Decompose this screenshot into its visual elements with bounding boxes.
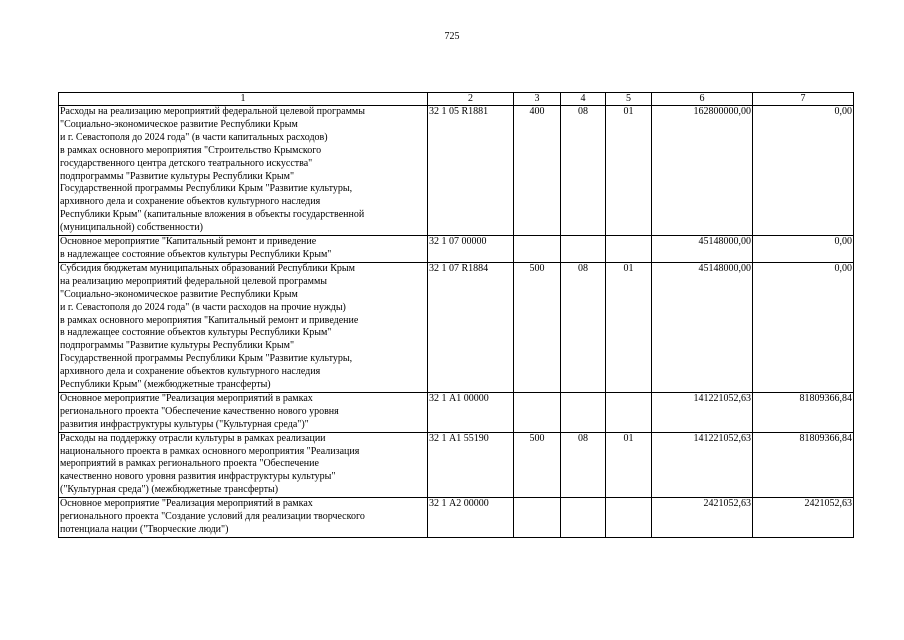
row-amount-col7: 0,00 <box>753 106 854 236</box>
row-description: Основное мероприятие "Капитальный ремонт и приведение в надлежащее состояние объектов культуры Республики Крым" <box>59 236 428 263</box>
table-row <box>59 262 854 392</box>
row-expense-type <box>514 498 561 538</box>
row-section: 08 <box>561 432 606 498</box>
header-row <box>59 93 854 106</box>
header-col-1: 1 <box>59 93 428 106</box>
row-expense-type: 500 <box>514 432 561 498</box>
header-col-4: 4 <box>561 93 606 106</box>
row-target-article-code: 32 1 07 00000 <box>428 236 514 263</box>
table-row <box>59 236 854 263</box>
row-section: 08 <box>561 262 606 392</box>
row-amount-col7: 81809366,84 <box>753 432 854 498</box>
row-target-article-code: 32 1 А1 00000 <box>428 392 514 432</box>
row-subsection <box>606 236 652 263</box>
row-subsection <box>606 392 652 432</box>
row-amount-col7: 81809366,84 <box>753 392 854 432</box>
page-number: 725 <box>444 31 460 42</box>
row-section <box>561 236 606 263</box>
table-row <box>59 392 854 432</box>
row-subsection: 01 <box>606 262 652 392</box>
row-subsection <box>606 498 652 538</box>
row-amount-col6: 141221052,63 <box>652 432 753 498</box>
row-amount-col7: 0,00 <box>753 236 854 263</box>
row-section <box>561 498 606 538</box>
row-expense-type: 500 <box>514 262 561 392</box>
row-amount-col6: 141221052,63 <box>652 392 753 432</box>
budget-table <box>58 92 854 538</box>
row-description: Основное мероприятие "Реализация мероприятий в рамках регионального проекта "Обеспечение качественно нового уровня развития инфраструктуры культуры ("Культурная среда")" <box>59 392 428 432</box>
row-description: Расходы на реализацию мероприятий федеральной целевой программы "Социально-экономическое развитие Республики Крым и г. Севастополя до 2024 года" (в части капитальных расходов) в рамках основного мероприятия "Строительство Крымского государственного центра детского театрального искусства" подпрограммы "Развитие культуры Республики Крым" Государственной программы Республики Крым "Развитие культуры, архивного дела и сохранение объектов культурного наследия Республики Крым" (капитальные вложения в объекты государственной (муниципальной) собственности) <box>59 106 428 236</box>
row-description: Расходы на поддержку отрасли культуры в рамках реализации национального проекта в рамках основного мероприятия "Реализация мероприятий в рамках регионального проекта "Обеспечение качественно нового уровня развития инфраструктуры культуры" ("Культурная среда") (межбюджетные трансферты) <box>59 432 428 498</box>
row-amount-col6: 2421052,63 <box>652 498 753 538</box>
row-description: Основное мероприятие "Реализация мероприятий в рамках регионального проекта "Создание условий для реализации творческого потенциала нации ("Творческие люди") <box>59 498 428 538</box>
row-section: 08 <box>561 106 606 236</box>
header-col-3: 3 <box>514 93 561 106</box>
row-amount-col7: 2421052,63 <box>753 498 854 538</box>
table-row <box>59 498 854 538</box>
row-target-article-code: 32 1 07 R1884 <box>428 262 514 392</box>
row-target-article-code: 32 1 05 R1881 <box>428 106 514 236</box>
row-amount-col7: 0,00 <box>753 262 854 392</box>
row-target-article-code: 32 1 А1 55190 <box>428 432 514 498</box>
row-expense-type <box>514 236 561 263</box>
header-col-6: 6 <box>652 93 753 106</box>
header-col-7: 7 <box>753 93 854 106</box>
header-col-2: 2 <box>428 93 514 106</box>
table-row <box>59 106 854 236</box>
header-col-5: 5 <box>606 93 652 106</box>
row-expense-type <box>514 392 561 432</box>
row-description: Субсидия бюджетам муниципальных образований Республики Крым на реализацию мероприятий федеральной целевой программы "Социально-экономическое развитие Республики Крым и г. Севастополя до 2024 года" (в части расходов на прочие нужды) в рамках основного мероприятия "Капитальный ремонт и приведение в надлежащее состояние объектов культуры Республики Крым" подпрограммы "Развитие культуры Республики Крым" Государственной программы Республики Крым "Развитие культуры, архивного дела и сохранение объектов культурного наследия Республики Крым" (межбюджетные трансферты) <box>59 262 428 392</box>
row-target-article-code: 32 1 А2 00000 <box>428 498 514 538</box>
table-row <box>59 432 854 498</box>
row-amount-col6: 45148000,00 <box>652 236 753 263</box>
row-amount-col6: 162800000,00 <box>652 106 753 236</box>
row-subsection: 01 <box>606 106 652 236</box>
row-expense-type: 400 <box>514 106 561 236</box>
row-subsection: 01 <box>606 432 652 498</box>
row-amount-col6: 45148000,00 <box>652 262 753 392</box>
row-section <box>561 392 606 432</box>
